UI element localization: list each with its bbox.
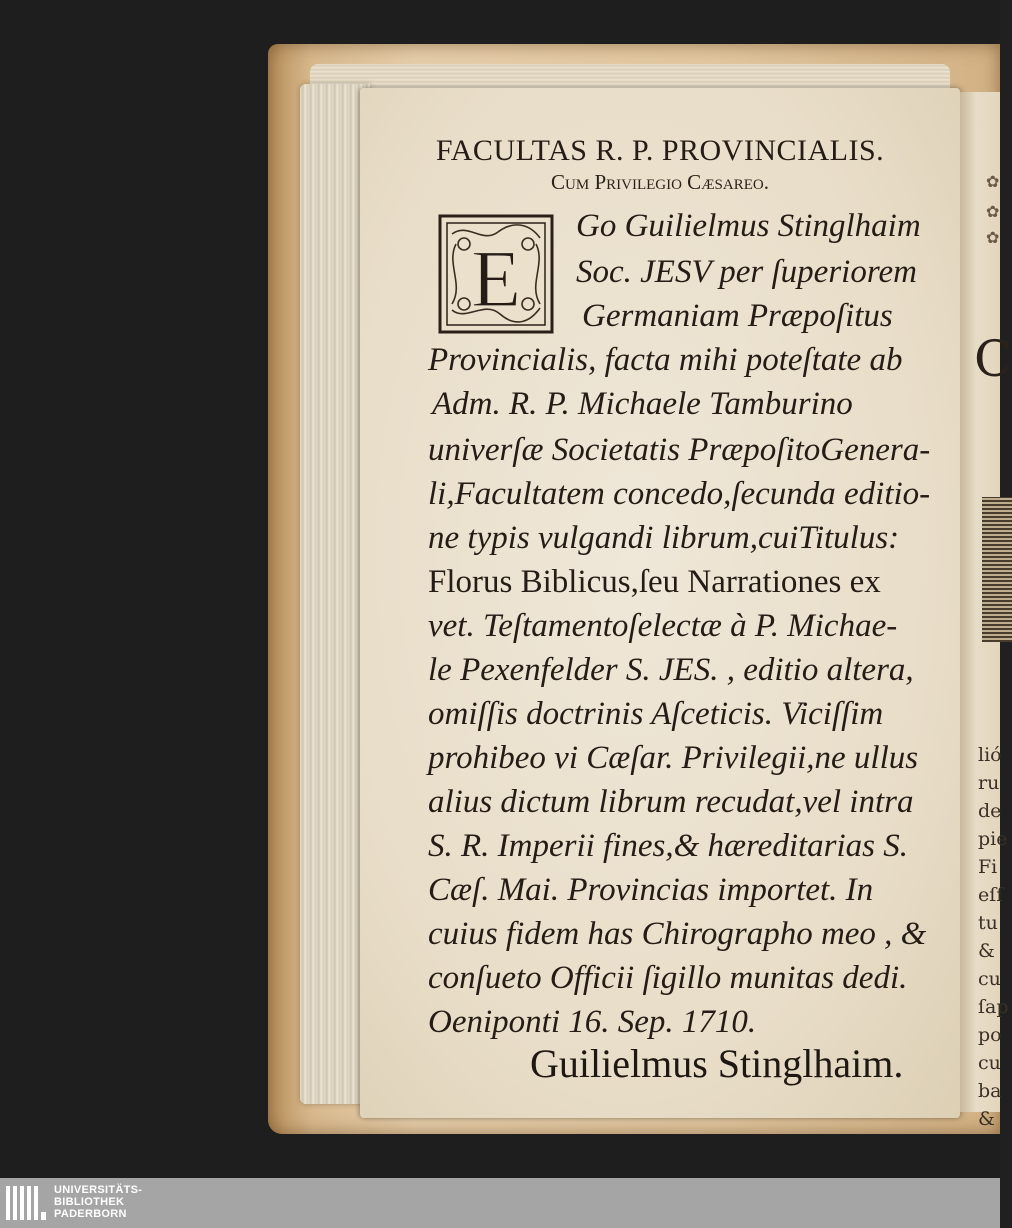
text-line: conſueto Officii ſigillo munitas dedi. bbox=[428, 960, 908, 996]
adjacent-big-letter: C bbox=[974, 330, 1012, 388]
text-line: Go Guilielmus Stinglhaim bbox=[576, 208, 921, 244]
adjacent-text-fragment: & bbox=[978, 940, 995, 962]
page-heading: FACULTAS R. P. PROVINCIALIS. bbox=[435, 134, 885, 167]
page-edges-top bbox=[310, 64, 950, 90]
adjacent-text-fragment: lió bbox=[978, 744, 1002, 766]
text-line: S. R. Imperii fines,& hæreditarias S. bbox=[428, 828, 909, 864]
text-line: li,Facultatem concedo,ſecunda editio- bbox=[428, 476, 931, 512]
ornament-icon: ✿ bbox=[986, 172, 1000, 191]
signature-line: Guilielmus Stinglhaim. bbox=[530, 1041, 904, 1086]
text-line: Adm. R. P. Michaele Tamburino bbox=[432, 386, 853, 422]
ornament-icon: ✿ bbox=[986, 228, 1000, 247]
adjacent-text-fragment: cu bbox=[978, 968, 1001, 990]
text-line: ne typis vulgandi librum,cuiTitulus: bbox=[428, 520, 900, 556]
text-line: Florus Biblicus,ſeu Narrationes ex bbox=[428, 564, 881, 600]
adjacent-text-fragment: po bbox=[978, 1024, 1002, 1046]
text-line: prohibeo vi Cæſar. Privilegii,ne ullus bbox=[428, 740, 919, 776]
decorated-initial-e bbox=[438, 214, 554, 334]
text-line: le Pexenfelder S. JES. , editio altera, bbox=[428, 652, 914, 688]
svg-text:E: E bbox=[470, 233, 522, 324]
text-line: alius dictum librum recudat,vel intra bbox=[428, 784, 914, 820]
text-line: Oeniponti 16. Sep. 1710. bbox=[428, 1004, 757, 1040]
text-line: cuius fidem has Chirographo meo , & bbox=[428, 916, 927, 952]
text-line: Cæſ. Mai. Provincias importet. In bbox=[428, 872, 874, 908]
text-line: univerſæ Societatis PræpoſitoGenera- bbox=[428, 432, 931, 468]
adjacent-text-fragment: de bbox=[978, 800, 1002, 822]
adjacent-page bbox=[960, 92, 1012, 1130]
adjacent-text-fragment: & bbox=[978, 1108, 995, 1130]
library-footer bbox=[0, 1178, 1000, 1228]
adjacent-text-fragment: eſſ bbox=[978, 884, 1004, 906]
text-line: vet. Teſtamentoſelectæ à P. Michae- bbox=[428, 608, 898, 644]
adjacent-text-fragment: cu bbox=[978, 1052, 1001, 1074]
text-line: Germaniam Præpoſitus bbox=[582, 298, 893, 334]
adjacent-text-fragment: pie bbox=[978, 828, 1008, 850]
text-line: omiſſis doctrinis Aſceticis. Viciſſim bbox=[428, 696, 884, 732]
adjacent-text-fragment: ba bbox=[978, 1080, 1002, 1102]
library-name-line: UNIVERSITÄTS- bbox=[54, 1184, 143, 1196]
text-line: Soc. JESV per ſuperiorem bbox=[576, 254, 917, 290]
library-name bbox=[54, 1184, 142, 1220]
adjacent-text-fragment: tu bbox=[978, 912, 998, 934]
adjacent-text-fragment: ru bbox=[978, 772, 1000, 794]
library-name-line: BIBLIOTHEK bbox=[54, 1196, 125, 1208]
text-line: Provincialis, facta mihi poteſtate ab bbox=[428, 342, 903, 378]
adjacent-text-fragment: ſap bbox=[978, 996, 1009, 1018]
library-name-line: PADERBORN bbox=[54, 1208, 127, 1220]
page-subheading: Cum Privilegio Cæsareo. bbox=[551, 170, 769, 194]
adjacent-text-fragment: Fi bbox=[978, 856, 998, 878]
ornament-icon: ✿ bbox=[986, 202, 1000, 221]
woodcut-image bbox=[982, 497, 1012, 642]
library-logo-icon bbox=[4, 1182, 48, 1224]
